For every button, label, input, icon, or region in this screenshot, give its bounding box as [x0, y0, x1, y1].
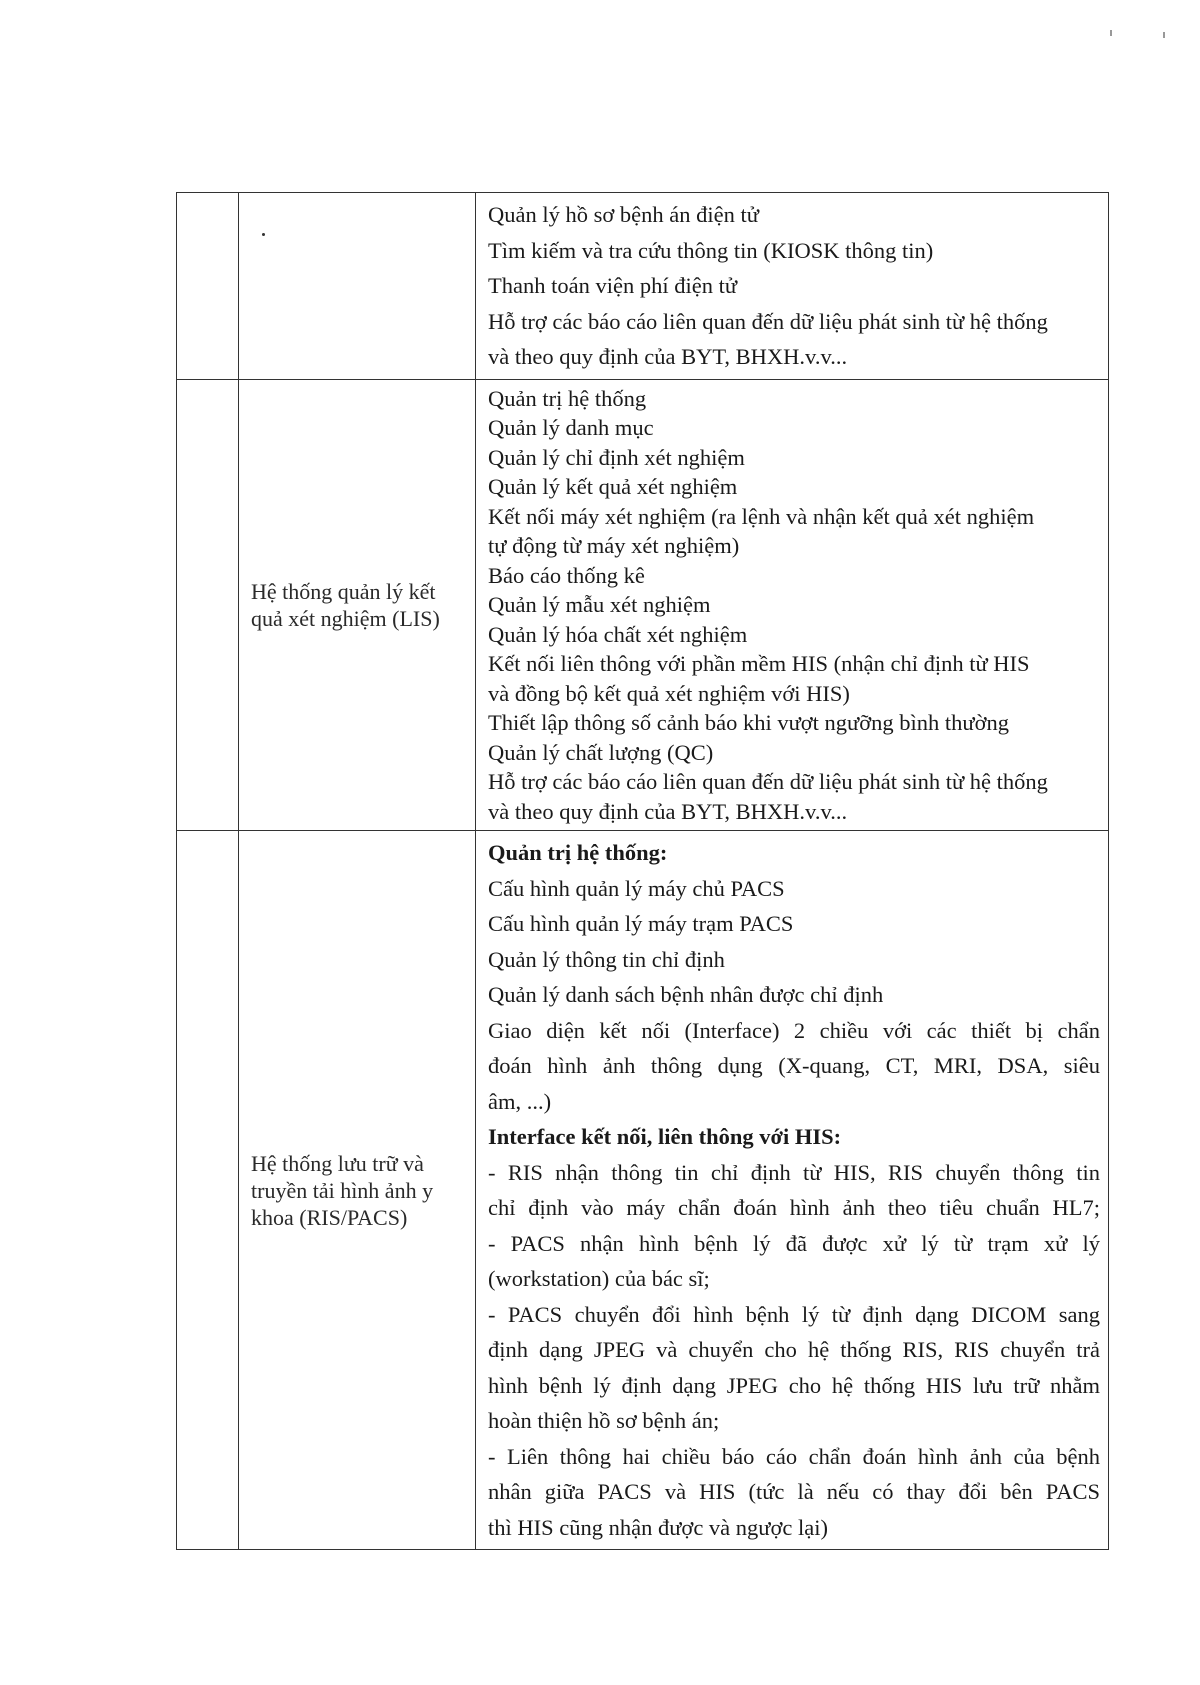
function-line: Giao diện kết nối (Interface) 2 chiều với các thiết bị chẩn [488, 1017, 1100, 1043]
functions-cell [476, 193, 1109, 380]
system-name: Hệ thống quản lý kết quả xét nghiệm (LIS) [251, 578, 440, 631]
function-line: Quản lý hồ sơ bệnh án điện tử [488, 202, 759, 227]
function-line: Cấu hình quản lý máy chủ PACS [488, 875, 785, 901]
scan-mark [1110, 30, 1112, 36]
function-line: Báo cáo thống kê [488, 562, 645, 588]
system-name-cell [239, 379, 476, 831]
function-line: Quản trị hệ thống [488, 385, 647, 411]
stt-cell [177, 831, 239, 1550]
function-line: Kết nối máy xét nghiệm (ra lệnh và nhận kết quả xét nghiệm [488, 503, 1035, 529]
function-line: Quản lý thông tin chỉ định [488, 946, 725, 972]
scan-mark [1163, 32, 1165, 38]
function-line: hoàn thiện hồ sơ bệnh án; [488, 1408, 720, 1433]
system-name: Hệ thống lưu trữ và truyền tải hình ảnh y khoa (RIS/PACS) [251, 1150, 434, 1230]
function-line: Tìm kiếm và tra cứu thông tin (KIOSK thông tin) [488, 237, 934, 263]
function-line: Quản lý chỉ định xét nghiệm [488, 444, 745, 470]
function-line: hình bệnh lý định dạng JPEG cho hệ thống HIS lưu trữ nhằm [488, 1372, 1100, 1398]
function-heading: Quản trị hệ thống: [488, 840, 668, 865]
function-line: và theo quy định của BYT, BHXH.v.v... [488, 344, 848, 369]
function-line: - Liên thông hai chiều báo cáo chẩn đoán hình ảnh của bệnh [488, 1443, 1100, 1469]
system-name-cell [239, 831, 476, 1550]
function-line: - PACS nhận hình bệnh lý đã được xử lý từ trạm xử lý [488, 1230, 1100, 1256]
function-line: Quản lý hóa chất xét nghiệm [488, 621, 748, 647]
function-line: tự động từ máy xét nghiệm) [488, 533, 740, 558]
function-line: Thanh toán viện phí điện tử [488, 273, 738, 298]
function-line: Quản lý chất lượng (QC) [488, 739, 714, 765]
function-line: - PACS chuyển đổi hình bệnh lý từ định dạng DICOM sang [488, 1301, 1100, 1327]
function-line: âm, ...) [488, 1088, 552, 1114]
function-line: nhân giữa PACS và HIS (tức là nếu có thay đổi bên PACS [488, 1479, 1100, 1504]
function-line: Thiết lập thông số cảnh báo khi vượt ngưỡng bình thường [488, 710, 1009, 735]
function-line: Hỗ trợ các báo cáo liên quan đến dữ liệu phát sinh từ hệ thống [488, 769, 1048, 794]
functions-cell [476, 379, 1109, 831]
function-line: Quản lý mẫu xét nghiệm [488, 592, 711, 617]
function-line: - RIS nhận thông tin chỉ định từ HIS, RIS chuyển thông tin [488, 1159, 1100, 1185]
function-line: thì HIS cũng nhận được và ngược lại) [488, 1514, 828, 1540]
document-table [176, 192, 1109, 1550]
table-row [177, 379, 1109, 831]
function-line: và theo quy định của BYT, BHXH.v.v... [488, 798, 848, 824]
table-row [177, 193, 1109, 380]
function-line: Cấu hình quản lý máy trạm PACS [488, 911, 794, 936]
function-line: Quản lý kết quả xét nghiệm [488, 474, 738, 499]
system-name-cell [239, 193, 476, 380]
function-line: định dạng JPEG và chuyển cho hệ thống RIS, RIS chuyển trả [488, 1337, 1100, 1362]
function-line: và đồng bộ kết quả xét nghiệm với HIS) [488, 680, 850, 706]
function-line: Quản lý danh sách bệnh nhân được chỉ định [488, 982, 884, 1007]
function-heading: Interface kết nối, liên thông với HIS: [488, 1124, 842, 1149]
function-line: Quản lý danh mục [488, 415, 654, 440]
functions-cell [476, 831, 1109, 1550]
stray-dot [262, 233, 265, 236]
function-line: Kết nối liên thông với phần mềm HIS (nhận chỉ định từ HIS [488, 651, 1030, 676]
function-line: chỉ định vào máy chẩn đoán hình ảnh theo tiêu chuẩn HL7; [488, 1195, 1100, 1220]
function-line: đoán hình ảnh thông dụng (X-quang, CT, MRI, DSA, siêu [488, 1053, 1100, 1078]
function-line: Hỗ trợ các báo cáo liên quan đến dữ liệu phát sinh từ hệ thống [488, 308, 1048, 334]
function-line: (workstation) của bác sĩ; [488, 1266, 710, 1291]
stt-cell [177, 193, 239, 380]
table-row [177, 831, 1109, 1550]
stt-cell [177, 379, 239, 831]
